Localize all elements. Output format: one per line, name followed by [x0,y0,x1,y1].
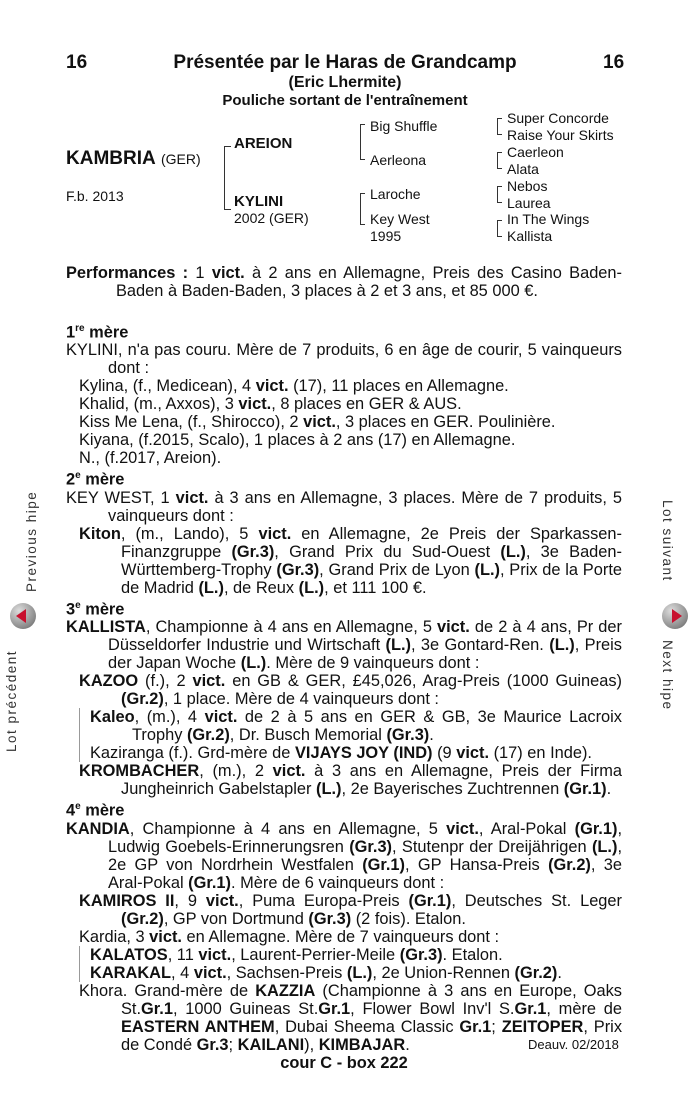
horse-name: KAMBRIA (GER) [66,148,201,169]
heading-1st-dam: 1re mère [66,323,129,342]
kazoo-produce-group [79,708,622,762]
sire-name: AREION [234,135,293,152]
produce-item: Kiyana, (f.2015, Scalo), 1 places à 2 ans (17) en Allemagne. [79,431,516,450]
dam-1-intro: KYLINI, n'a pas couru. Mère de 7 produits, 6 en âge de courir, 5 vainqueurs dont : [66,341,622,378]
ggs-bracket-4 [497,220,502,237]
produce-item-kamiros: KAMIROS II, 9 vict., Puma Europa-Preis (Gr.1), Deutsches St. Leger (Gr.2), GP von Dortmund (Gr.3) (2 fois). Etalon. [79,891,623,928]
produce-item: Khalid, (m., Axxos), 3 vict., 8 places en GER & AUS. [79,395,462,414]
dam-year: 2002 (GER) [234,210,309,226]
performances-label: Performances : [66,264,189,282]
lot-number-left: 16 [66,52,88,73]
catalogue-date: Deauv. 02/2018 [528,1037,619,1052]
previous-lot-label-fr[interactable]: Lot précédent [4,649,19,752]
consignor-name: (Eric Lhermite) [288,74,402,91]
great-grandparent-3: Caerleon [507,144,564,160]
next-lot-label-en[interactable]: Next hipe [660,640,675,711]
produce-item-kaleo: Kaleo, (m.), 4 vict. de 2 à 5 ans en GER & GB, 3e Maurice Lacroix Trophy (Gr.2), Dr. Busch Memorial (Gr.3). [90,708,622,745]
next-lot-button[interactable] [662,603,688,629]
dam-name: KYLINI [234,193,284,210]
dam-bracket [360,193,365,225]
arrow-left-icon [16,609,26,623]
produce-item-kiton: Kiton, (m., Lando), 5 vict. en Allemagne, 2e Preis der Sparkassen-Finanzgruppe (Gr.3), Grand Prix du Sud-Ouest (L.), 3e Baden-Württemberg-Trophy (Gr.3), Grand Prix de Lyon (L.), Prix de la Porte de Madrid (L.), de Reux (L.), et 111 100 €. [79,524,622,597]
produce-item-kaziranga: Kaziranga (f.). Grd-mère de VIJAYS JOY (IND) (9 vict. (17) en Inde). [90,744,592,763]
ggs-bracket-2 [497,152,502,169]
great-grandparent-4: Alata [507,161,539,177]
heading-3rd-dam: 3e mère [66,599,125,619]
page-title: Présentée par le Haras de Grandcamp [173,52,517,73]
horse-status: Pouliche sortant de l'entraînement [222,92,468,109]
great-grandparent-2: Raise Your Skirts [507,127,614,143]
heading-2nd-dam: 2e mère [66,470,125,489]
great-grandparent-1: Super Concorde [507,110,609,126]
lot-number-right: 16 [603,52,625,73]
great-grandparent-7: In The Wings [507,211,590,227]
granddam-2: Key West [370,211,430,227]
ggs-bracket-1 [497,118,502,135]
produce-item-kalatos: KALATOS, 11 vict., Laurent-Perrier-Meile (Gr.3). Etalon. [90,945,503,964]
produce-item: Kylina, (f., Medicean), 4 vict. (17), 11 places en Allemagne. [79,377,509,396]
horse-foaling: F.b. 2013 [66,188,124,204]
sire-bracket [360,124,365,160]
produce-item-krombacher: KROMBACHER, (m.), 2 vict. à 3 ans en Allemagne, Preis der Firma Jungheinrich Gabelstapler (L.), 2e Bayerisches Zuchtrennen (Gr.1). [79,762,622,799]
performances-section: Performances : 1 vict. à 2 ans en Allemagne, Preis des Casino Baden-Baden à Baden-Baden, 3 places à 2 et 3 ans, et 85 000 €. [66,264,622,300]
produce-item: N., (f.2017, Areion). [79,449,222,468]
produce-item-kardia: Kardia, 3 vict. en Allemagne. Mère de 7 vainqueurs dont : [79,927,500,946]
family-section [66,320,622,1072]
great-grandparent-6: Laurea [507,195,551,211]
produce-item-kazoo: KAZOO (f.), 2 vict. en GB & GER, £45,026, Arag-Preis (1000 Guineas) (Gr.2), 1 place. Mère de 4 vainqueurs dont : [79,672,622,709]
grandsire-2: Laroche [370,186,421,202]
kardia-produce-group [79,946,622,982]
ggs-bracket-3 [497,186,502,203]
dam-3-intro: KALLISTA, Championne à 4 ans en Allemagne, 5 vict. de 2 à 4 ans, Pr der Düsseldorfer Industrie und Wirtschaft (L.), 3e Gontard-Ren. (L.), Preis der Japan Woche (L.). Mère de 9 vainqueurs dont : [66,618,622,673]
next-lot-label-fr[interactable]: Lot suivant [660,500,675,582]
dam-4-intro: KANDIA, Championne à 4 ans en Allemagne, 5 vict., Aral-Pokal (Gr.1), Ludwig Goebels-Erinnerungsren (Gr.3), Stutenpr der Dreijährigen (L.), 2e GP von Nordrhein Westfalen (Gr.1), GP Hansa-Preis (Gr.2), 3e Aral-Pokal (Gr.1). Mère de 6 vainqueurs dont : [66,819,622,892]
pedigree-bracket [224,146,231,210]
grandsire-1: Big Shuffle [370,118,438,134]
previous-lot-label-en[interactable]: Previous hipe [24,490,39,592]
previous-lot-button[interactable] [10,603,36,629]
produce-item-khora: Khora. Grand-mère de KAZZIA (Championne à 3 ans en Europe, Oaks St.Gr.1, 1000 Guineas St.Gr.1, Flower Bowl Inv'l S.Gr.1, mère de EASTERN ANTHEM, Dubai Sheema Classic Gr.1; ZEITOPER, Prix de Condé Gr.3; KAILANI), KIMBAJAR. [79,981,623,1054]
dam-2-intro: KEY WEST, 1 vict. à 3 ans en Allemagne, 3 places. Mère de 7 produits, 5 vainqueurs dont : [66,488,622,525]
granddam-1: Aerleona [370,152,427,168]
arrow-right-icon [672,609,682,623]
produce-item: Kiss Me Lena, (f., Shirocco), 2 vict., 3 places en GER. Poulinière. [79,413,556,432]
great-grandparent-5: Nebos [507,178,548,194]
produce-item-karakal: KARAKAL, 4 vict., Sachsen-Preis (L.), 2e Union-Rennen (Gr.2). [90,963,562,982]
stable-location: cour C - box 222 [280,1053,408,1072]
heading-4th-dam: 4e mère [66,801,125,820]
granddam-2-year: 1995 [370,228,402,244]
great-grandparent-8: Kallista [507,228,553,244]
